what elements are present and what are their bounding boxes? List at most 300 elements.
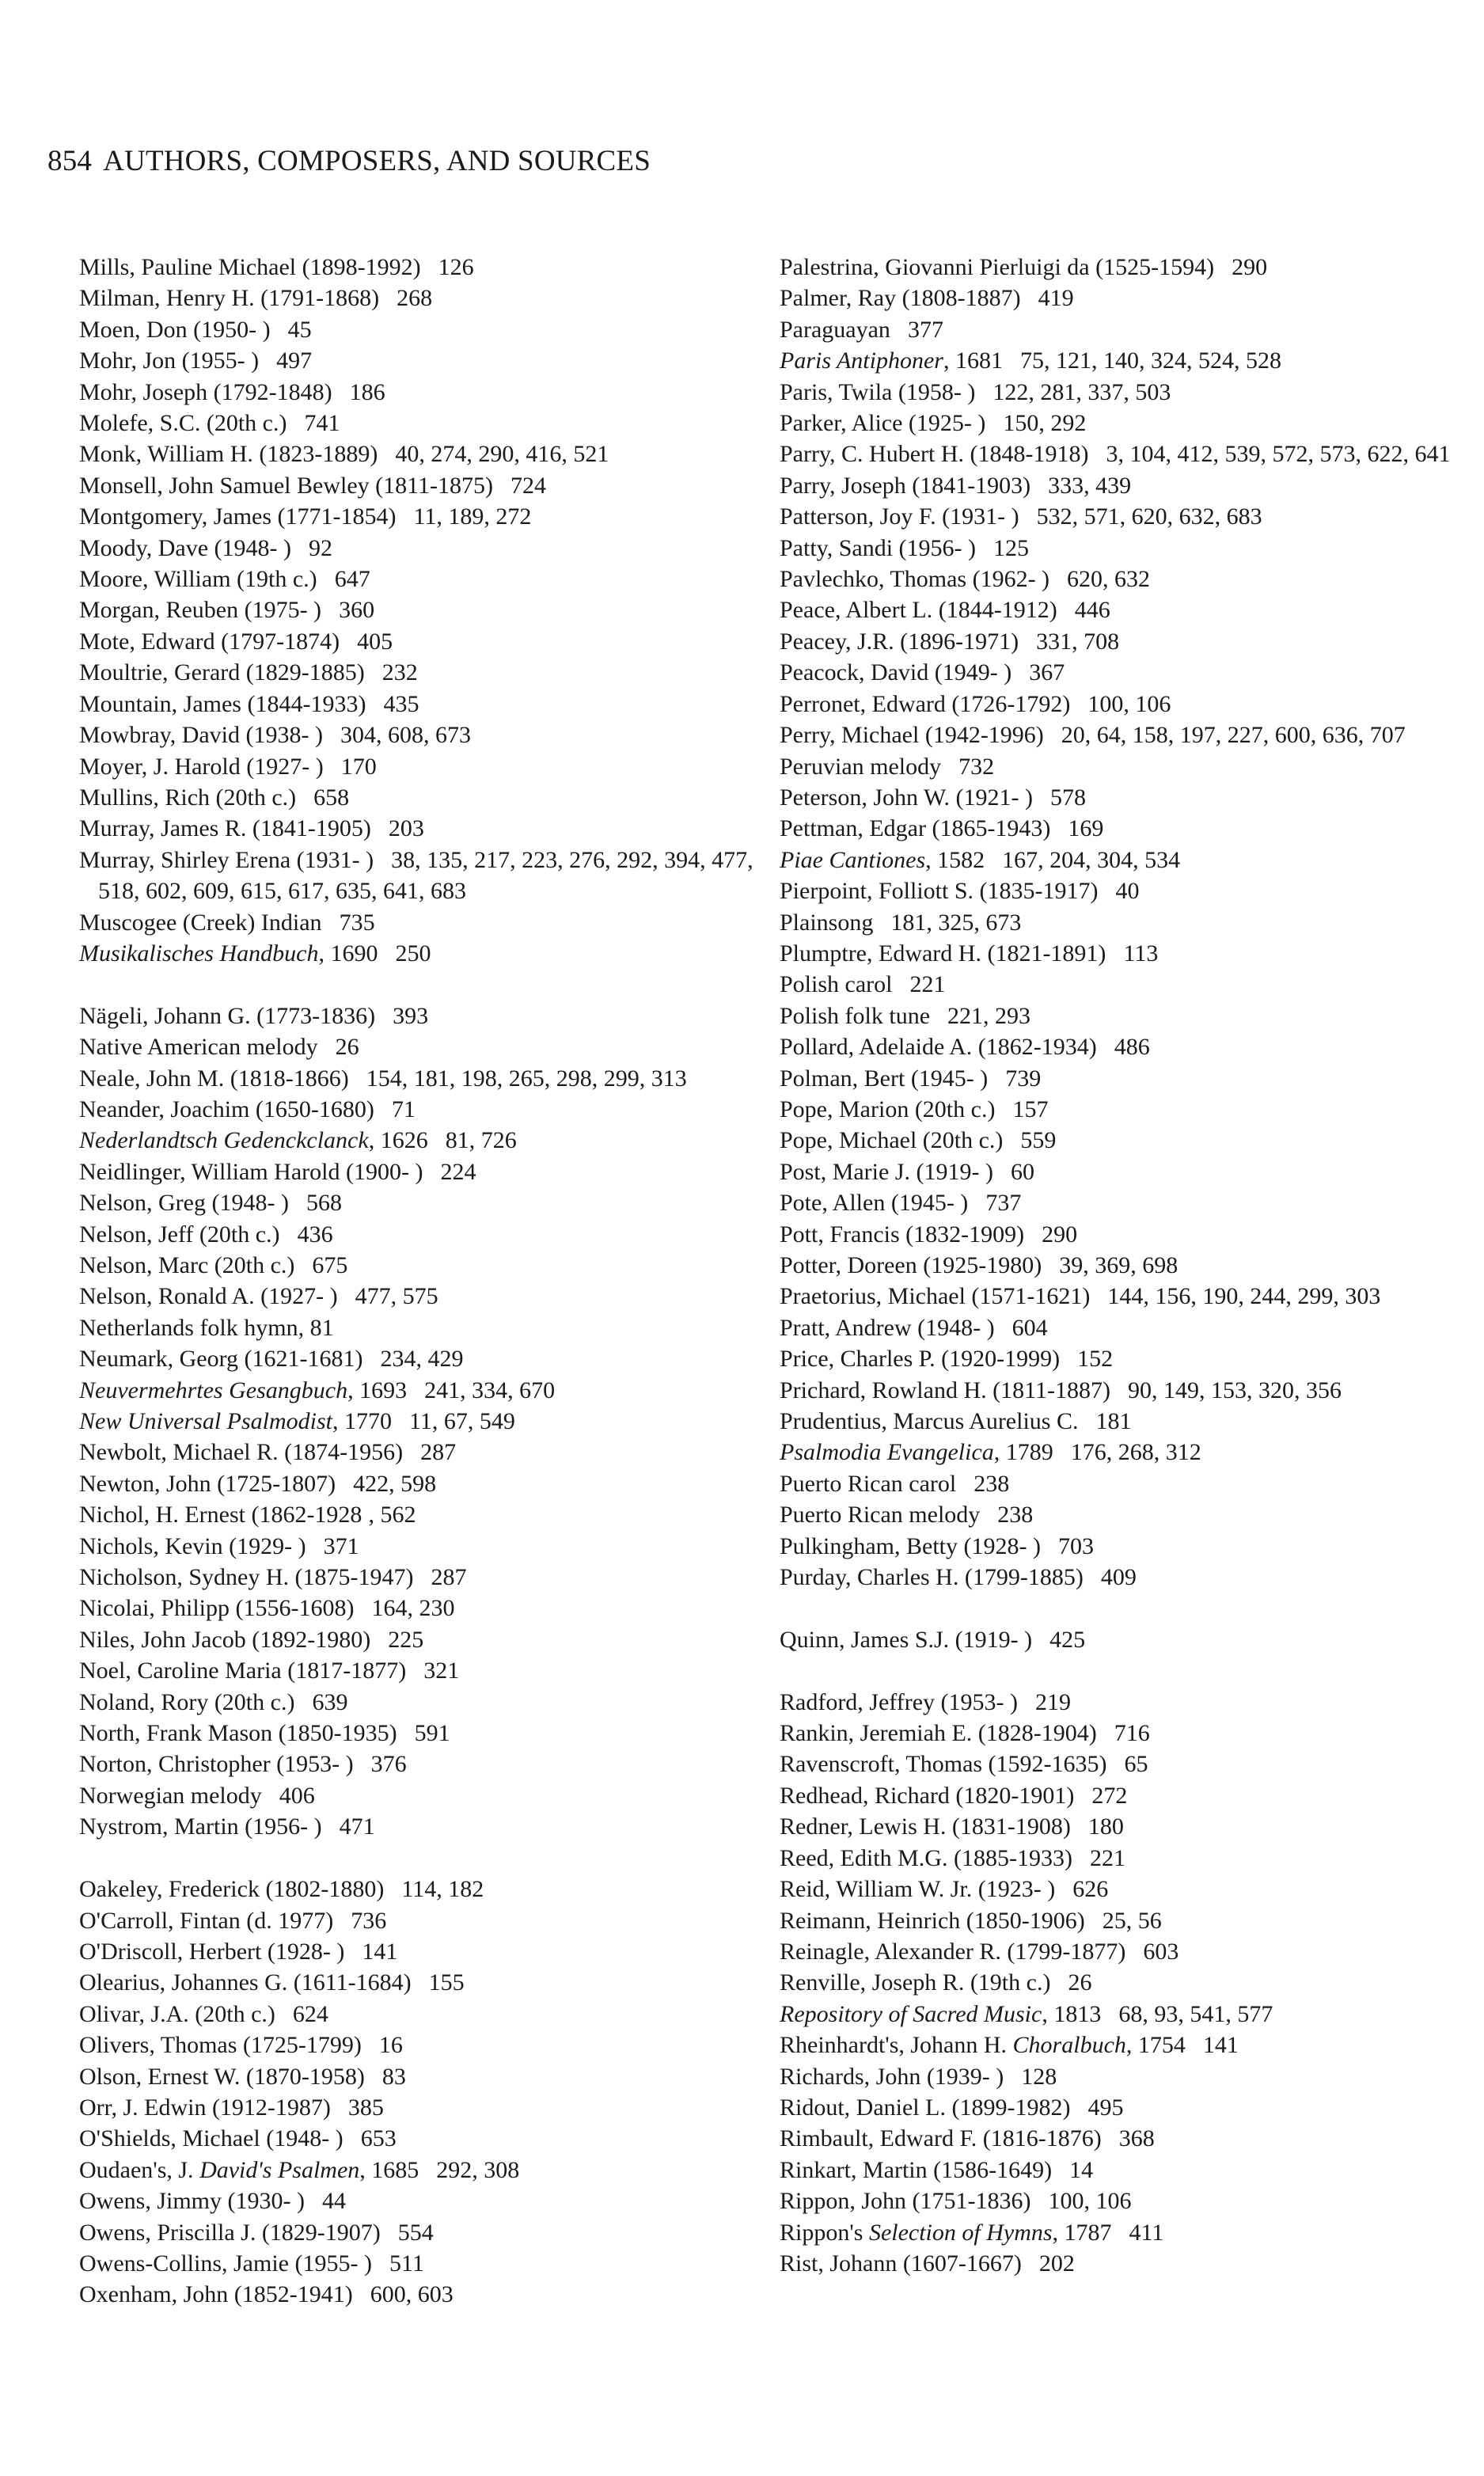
entry-references: 144, 156, 190, 244, 299, 303: [1107, 1283, 1381, 1310]
index-entry: [79, 2155, 776, 2185]
entry-references: 377: [907, 316, 943, 343]
entry-references: 620, 632: [1067, 566, 1151, 593]
index-entry: [780, 345, 1460, 376]
index-entry: [79, 1094, 776, 1125]
index-entry: [79, 657, 776, 688]
entry-name: Mohr, Jon (1955- ): [79, 347, 260, 374]
entry-references: 203: [388, 815, 424, 842]
page-number: 854: [47, 145, 93, 177]
entry-name: Neale, John M. (1818-1866): [79, 1065, 349, 1092]
entry-references: 268: [397, 285, 433, 312]
index-entry: [780, 1250, 1460, 1281]
index-entry: [79, 1187, 776, 1218]
entry-references: 167, 204, 304, 534: [1002, 846, 1181, 873]
entry-name: Prichard, Rowland H. (1811-1887): [780, 1377, 1110, 1403]
entry-name: Puerto Rican carol: [780, 1470, 957, 1497]
entry-references: 234, 429: [380, 1346, 464, 1373]
index-entry: [79, 1499, 776, 1530]
index-entry: [79, 1936, 776, 1967]
index-entry: [79, 2092, 776, 2123]
entry-name: Nicholson, Sydney H. (1875-1947): [79, 1564, 414, 1591]
entry-references: 26: [335, 1034, 359, 1061]
entry-name: Niles, John Jacob (1892-1980): [79, 1626, 371, 1653]
index-entry: [780, 782, 1460, 813]
entry-references: 219: [1035, 1688, 1072, 1715]
index-entry: [79, 1562, 776, 1593]
entry-name: Pote, Allen (1945- ): [780, 1190, 969, 1217]
entry-name: Reinagle, Alexander R. (1799-1877): [780, 1938, 1126, 1965]
index-entry: [79, 1001, 776, 1031]
index-entry: [79, 2061, 776, 2092]
entry-references: 532, 571, 620, 632, 683: [1036, 503, 1262, 530]
index-column-right: [780, 252, 1460, 2279]
index-entry: [780, 2248, 1460, 2279]
entry-references: 225: [388, 1626, 424, 1653]
index-entry: [79, 408, 776, 439]
entry-name: Peterson, John W. (1921- ): [780, 784, 1033, 811]
index-entry: [79, 1874, 776, 1904]
entry-references: 113: [1123, 940, 1159, 966]
entry-references: 20, 64, 158, 197, 227, 600, 636, 707: [1061, 722, 1406, 749]
entry-references: 26: [1068, 1969, 1092, 1996]
entry-references: 100, 106: [1048, 2188, 1132, 2215]
entry-references: 653: [360, 2125, 397, 2152]
entry-references: 568: [306, 1190, 342, 1217]
entry-references: 639: [312, 1688, 348, 1715]
entry-name: Pope, Michael (20th c.): [780, 1127, 1004, 1154]
entry-references: 511: [389, 2250, 424, 2277]
letter-group-gap: [780, 1593, 1460, 1623]
running-head: [47, 144, 651, 178]
index-entry: [780, 2030, 1460, 2060]
entry-name: Mullins, Rich (20th c.): [79, 784, 297, 811]
index-entry: [780, 2217, 1460, 2248]
index-entry: [79, 2279, 776, 2310]
entry-references: 238: [997, 1502, 1034, 1529]
index-entry: [780, 1219, 1460, 1250]
entry-name: Oudaen's, J. David's Psalmen, 1685: [79, 2156, 419, 2183]
entry-name: Moore, William (19th c.): [79, 566, 317, 593]
index-column-left: [79, 252, 776, 2311]
entry-references: 71: [391, 1096, 416, 1122]
entry-references: 169: [1068, 815, 1104, 842]
entry-references: 658: [313, 784, 350, 811]
index-entry: [79, 720, 776, 750]
entry-name: Paraguayan: [780, 316, 890, 343]
entry-references: 125: [993, 534, 1030, 561]
entry-name: Olivar, J.A. (20th c.): [79, 2000, 275, 2027]
index-entry: [79, 283, 776, 313]
entry-references: 578: [1049, 784, 1086, 811]
index-entry: [780, 751, 1460, 782]
entry-references: 321: [423, 1658, 460, 1684]
entry-references: 122, 281, 337, 503: [992, 378, 1171, 405]
letter-group-gap: [79, 1843, 776, 1874]
entry-name: Monsell, John Samuel Bewley (1811-1875): [79, 472, 493, 499]
index-entry: [79, 1811, 776, 1842]
entry-references: 16: [378, 2032, 403, 2059]
entry-references: 224: [440, 1158, 476, 1185]
entry-name: O'Carroll, Fintan (d. 1977): [79, 1907, 334, 1934]
entry-name: Nelson, Marc (20th c.): [79, 1251, 295, 1278]
index-entry: [780, 1406, 1460, 1437]
index-entry: [780, 1187, 1460, 1218]
entry-name: Rheinhardt's, Johann H. Choralbuch, 1754: [780, 2032, 1186, 2059]
entry-references: 90, 149, 153, 320, 356: [1127, 1377, 1342, 1403]
index-entry: [780, 845, 1460, 875]
index-entry: [79, 689, 776, 720]
entry-name: Nederlandtsch Gedenckclanck, 1626: [79, 1127, 428, 1154]
entry-name: Moody, Dave (1948- ): [79, 534, 291, 561]
entry-name: Noland, Rory (20th c.): [79, 1688, 295, 1715]
entry-name: Owens-Collins, Jamie (1955- ): [79, 2250, 372, 2277]
entry-references: 38, 135, 217, 223, 276, 292, 394, 477, 518, 602, 609, 615, 617, 635, 641, 683: [98, 846, 753, 905]
entry-name: Neander, Joachim (1650-1680): [79, 1096, 374, 1122]
index-entry: [780, 439, 1460, 469]
index-entry: [79, 1031, 776, 1062]
entry-references: 250: [395, 940, 431, 966]
entry-references: 603: [1143, 1938, 1179, 1965]
index-entry: [79, 2030, 776, 2060]
index-entry: [780, 2155, 1460, 2185]
index-entry: [79, 751, 776, 782]
entry-references: 419: [1038, 285, 1074, 312]
index-entry: [780, 533, 1460, 564]
entry-name: Parry, Joseph (1841-1903): [780, 472, 1031, 499]
entry-references: 471: [339, 1813, 375, 1840]
entry-name: Psalmodia Evangelica, 1789: [780, 1439, 1053, 1466]
entry-references: 736: [351, 1907, 387, 1934]
entry-name: Patterson, Joy F. (1931- ): [780, 503, 1019, 530]
entry-name: Rist, Johann (1607-1667): [780, 2250, 1022, 2277]
entry-references: 739: [1005, 1065, 1042, 1092]
index-entry: [780, 689, 1460, 720]
index-entry: [79, 1967, 776, 1998]
entry-name: Prudentius, Marcus Aurelius C.: [780, 1408, 1079, 1435]
entry-references: 409: [1100, 1564, 1137, 1591]
entry-name: Norwegian melody: [79, 1782, 262, 1809]
entry-name: Netherlands folk hymn, 81: [79, 1314, 334, 1341]
entry-name: Parry, C. Hubert H. (1848-1918): [780, 441, 1089, 468]
entry-references: 152: [1077, 1346, 1114, 1373]
entry-name: Pott, Francis (1832-1909): [780, 1221, 1025, 1247]
entry-name: Nichols, Kevin (1929- ): [79, 1532, 306, 1559]
entry-references: 422, 598: [353, 1470, 437, 1497]
entry-name: Redner, Lewis H. (1831-1908): [780, 1813, 1071, 1840]
index-entry: [79, 1219, 776, 1250]
entry-name: Renville, Joseph R. (19th c.): [780, 1969, 1051, 1996]
index-entry: [79, 1655, 776, 1686]
entry-references: 65: [1124, 1751, 1148, 1778]
entry-name: Neuvermehrtes Gesangbuch, 1693: [79, 1377, 408, 1403]
index-entry: [780, 875, 1460, 906]
entry-name: New Universal Psalmodist, 1770: [79, 1408, 392, 1435]
entry-references: 164, 230: [371, 1595, 455, 1622]
entry-references: 497: [276, 347, 313, 374]
entry-references: , 562: [368, 1502, 416, 1529]
entry-name: Newton, John (1725-1807): [79, 1470, 336, 1497]
entry-name: Plumptre, Edward H. (1821-1891): [780, 940, 1106, 966]
entry-references: 40: [1115, 878, 1140, 905]
entry-name: North, Frank Mason (1850-1935): [79, 1720, 397, 1747]
entry-references: 154, 181, 198, 265, 298, 299, 313: [366, 1065, 687, 1092]
entry-references: 287: [420, 1439, 457, 1466]
index-entry: [79, 1343, 776, 1374]
entry-references: 368: [1118, 2125, 1155, 2152]
entry-references: 45: [287, 316, 312, 343]
index-entry: [79, 1156, 776, 1187]
entry-references: 272: [1091, 1782, 1128, 1809]
index-entry: [780, 1094, 1460, 1125]
entry-name: Mountain, James (1844-1933): [79, 690, 366, 717]
index-entry: [780, 2061, 1460, 2092]
index-entry: [780, 252, 1460, 283]
index-entry: [79, 345, 776, 376]
entry-name: Pope, Marion (20th c.): [780, 1096, 996, 1122]
entry-name: Oxenham, John (1852-1941): [79, 2281, 353, 2308]
index-entry: [79, 1687, 776, 1718]
entry-name: Nelson, Greg (1948- ): [79, 1190, 289, 1217]
entry-references: 25, 56: [1102, 1907, 1162, 1934]
index-entry: [79, 1437, 776, 1468]
entry-name: Redhead, Richard (1820-1901): [780, 1782, 1075, 1809]
index-entry: [780, 1967, 1460, 1998]
entry-references: 626: [1072, 1876, 1109, 1903]
entry-references: 591: [414, 1720, 450, 1747]
entry-references: 333, 439: [1048, 472, 1132, 499]
index-entry: [780, 283, 1460, 313]
entry-references: 411: [1129, 2219, 1164, 2246]
entry-name: Rinkart, Martin (1586-1649): [780, 2156, 1053, 2183]
entry-name: Olson, Ernest W. (1870-1958): [79, 2063, 365, 2090]
index-entry: [79, 1749, 776, 1779]
entry-references: 703: [1057, 1532, 1094, 1559]
entry-name: Piae Cantiones, 1582: [780, 846, 985, 873]
entry-name: Repository of Sacred Music, 1813: [780, 2000, 1102, 2027]
index-entry: [780, 626, 1460, 657]
index-entry: [79, 1780, 776, 1811]
entry-name: Palmer, Ray (1808-1887): [780, 285, 1021, 312]
entry-name: Montgomery, James (1771-1854): [79, 503, 397, 530]
index-entry: [780, 1562, 1460, 1593]
entry-name: Polish folk tune: [780, 1002, 931, 1029]
index-entry: [780, 1156, 1460, 1187]
index-entry: [780, 1749, 1460, 1779]
entry-references: 92: [309, 534, 332, 561]
entry-name: Moen, Don (1950- ): [79, 316, 271, 343]
entry-references: 3, 104, 412, 539, 572, 573, 622, 641: [1106, 441, 1451, 468]
index-entry: [79, 782, 776, 813]
index-entry: [780, 1687, 1460, 1718]
entry-references: 232: [381, 659, 418, 686]
entry-references: 221: [909, 971, 946, 998]
entry-name: Perronet, Edward (1726-1792): [780, 690, 1071, 717]
index-entry: [780, 314, 1460, 345]
entry-references: 181, 325, 673: [890, 909, 1022, 936]
index-entry: [780, 1624, 1460, 1655]
entry-references: 741: [304, 410, 340, 437]
entry-references: 157: [1012, 1096, 1049, 1122]
entry-name: Quinn, James S.J. (1919- ): [780, 1626, 1033, 1653]
entry-references: 39, 369, 698: [1059, 1252, 1178, 1278]
entry-references: 376: [370, 1751, 407, 1778]
entry-references: 68, 93, 541, 577: [1118, 2000, 1273, 2027]
entry-name: Polman, Bert (1945- ): [780, 1065, 989, 1092]
entry-references: 304, 608, 673: [340, 722, 471, 749]
index-entry: [79, 2123, 776, 2154]
entry-name: Oakeley, Frederick (1802-1880): [79, 1876, 385, 1903]
entry-name: Owens, Jimmy (1930- ): [79, 2188, 305, 2215]
entry-name: Neumark, Georg (1621-1681): [79, 1346, 363, 1373]
entry-name: Paris Antiphoner, 1681: [780, 347, 1003, 374]
index-entry: [79, 1905, 776, 1936]
entry-name: Orr, J. Edwin (1912-1987): [79, 2094, 331, 2121]
entry-references: 385: [347, 2094, 384, 2121]
index-entry: [79, 1281, 776, 1312]
entry-references: 554: [397, 2219, 434, 2246]
entry-name: Monk, William H. (1823-1889): [79, 441, 378, 468]
entry-references: 180: [1087, 1813, 1124, 1840]
entry-name: Nelson, Ronald A. (1927- ): [79, 1283, 338, 1310]
entry-references: 367: [1029, 659, 1065, 686]
entry-references: 221, 293: [947, 1002, 1031, 1029]
entry-name: Reed, Edith M.G. (1885-1933): [780, 1844, 1072, 1871]
entry-name: Rippon's Selection of Hymns, 1787: [780, 2219, 1112, 2246]
entry-references: 241, 334, 670: [424, 1377, 556, 1403]
index-entry: [79, 1999, 776, 2030]
index-entry: [79, 2217, 776, 2248]
entry-name: Nichol, H. Ernest (1862-1928: [79, 1502, 362, 1529]
entry-references: 600, 603: [370, 2281, 454, 2308]
entry-references: 170: [340, 753, 377, 780]
index-entry: [79, 1593, 776, 1623]
index-entry: [780, 1437, 1460, 1468]
entry-references: 14: [1069, 2156, 1094, 2183]
index-entry: [780, 1468, 1460, 1499]
index-entry: [79, 813, 776, 844]
entry-references: 331, 708: [1036, 628, 1120, 655]
index-entry: [79, 1624, 776, 1655]
entry-references: 446: [1074, 597, 1110, 624]
entry-name: Newbolt, Michael R. (1874-1956): [79, 1439, 404, 1466]
index-entry: [79, 377, 776, 408]
letter-group-gap: [79, 969, 776, 1000]
index-entry: [79, 594, 776, 625]
index-entry: [780, 1001, 1460, 1031]
entry-name: Pettman, Edgar (1865-1943): [780, 815, 1051, 842]
index-entry: [780, 2123, 1460, 2154]
entry-name: Rippon, John (1751-1836): [780, 2188, 1031, 2215]
entry-references: 559: [1020, 1127, 1057, 1154]
entry-name: Milman, Henry H. (1791-1868): [79, 285, 380, 312]
entry-name: Musikalisches Handbuch, 1690: [79, 940, 378, 966]
entry-references: 647: [334, 566, 370, 593]
entry-name: Perry, Michael (1942-1996): [780, 722, 1044, 749]
index-entry: [79, 1312, 776, 1343]
index-entry: [780, 408, 1460, 439]
index-entry: [79, 1125, 776, 1156]
entry-references: 435: [383, 690, 419, 717]
index-entry: [780, 1031, 1460, 1062]
entry-references: 114, 182: [401, 1876, 484, 1903]
entry-name: Patty, Sandi (1956- ): [780, 534, 977, 561]
entry-name: Ravenscroft, Thomas (1592-1635): [780, 1751, 1107, 1778]
entry-name: Paris, Twila (1958- ): [780, 378, 976, 405]
index-entry: [780, 813, 1460, 844]
entry-references: 405: [357, 628, 393, 655]
entry-name: Moyer, J. Harold (1927- ): [79, 753, 324, 780]
entry-name: Olivers, Thomas (1725-1799): [79, 2032, 362, 2059]
entry-references: 732: [958, 753, 995, 780]
entry-references: 675: [312, 1251, 348, 1278]
index-entry: [79, 439, 776, 469]
entry-name: Pavlechko, Thomas (1962- ): [780, 566, 1050, 593]
entry-references: 292, 308: [436, 2156, 520, 2183]
index-entry: [780, 1718, 1460, 1749]
entry-name: Plainsong: [780, 909, 874, 936]
entry-name: Rankin, Jeremiah E. (1828-1904): [780, 1720, 1097, 1747]
entry-references: 141: [362, 1938, 398, 1965]
entry-name: Peruvian melody: [780, 753, 942, 780]
entry-name: Morgan, Reuben (1975- ): [79, 597, 322, 624]
entry-name: Native American melody: [79, 1034, 318, 1061]
entry-references: 75, 121, 140, 324, 524, 528: [1019, 347, 1281, 374]
index-entry: [780, 969, 1460, 1000]
entry-name: Peacock, David (1949- ): [780, 659, 1012, 686]
entry-name: Parker, Alice (1925- ): [780, 410, 986, 437]
entry-name: Noel, Caroline Maria (1817-1877): [79, 1658, 407, 1684]
index-entry: [780, 1811, 1460, 1842]
entry-name: Molefe, S.C. (20th c.): [79, 410, 287, 437]
index-entry: [79, 1468, 776, 1499]
index-entry: [79, 2185, 776, 2216]
index-entry: [780, 1874, 1460, 1904]
entry-references: 604: [1011, 1314, 1048, 1341]
entry-name: Palestrina, Giovanni Pierluigi da (1525-1594): [780, 254, 1215, 280]
index-entry: [780, 1999, 1460, 2030]
entry-name: Mills, Pauline Michael (1898-1992): [79, 254, 421, 280]
letter-group-gap: [780, 1655, 1460, 1686]
entry-name: Murray, James R. (1841-1905): [79, 815, 371, 842]
entry-name: O'Driscoll, Herbert (1928- ): [79, 1938, 345, 1965]
index-entry: [780, 1499, 1460, 1530]
entry-references: 11, 189, 272: [413, 503, 532, 530]
entry-name: Neidlinger, William Harold (1900- ): [79, 1158, 423, 1185]
entry-references: 60: [1010, 1158, 1034, 1185]
entry-name: Moultrie, Gerard (1829-1885): [79, 659, 365, 686]
index-entry: [79, 1063, 776, 1094]
entry-name: Reimann, Heinrich (1850-1906): [780, 1907, 1085, 1934]
index-entry: [780, 1780, 1460, 1811]
entry-references: 393: [393, 1002, 429, 1029]
entry-references: 181: [1095, 1408, 1132, 1435]
index-entry: [780, 564, 1460, 594]
index-entry: [79, 907, 776, 938]
index-entry: [780, 2185, 1460, 2216]
index-entry: [780, 1125, 1460, 1156]
index-entry: [79, 252, 776, 283]
entry-name: Peace, Albert L. (1844-1912): [780, 597, 1057, 624]
index-entry: [780, 1343, 1460, 1374]
index-entry: [780, 377, 1460, 408]
index-entry: [79, 845, 776, 907]
entry-name: Radford, Jeffrey (1953- ): [780, 1688, 1019, 1715]
entry-name: Pollard, Adelaide A. (1862-1934): [780, 1034, 1097, 1061]
entry-references: 436: [297, 1221, 333, 1247]
index-entry: [780, 1843, 1460, 1874]
entry-name: Mowbray, David (1938- ): [79, 722, 323, 749]
entry-name: Mohr, Joseph (1792-1848): [79, 378, 332, 405]
